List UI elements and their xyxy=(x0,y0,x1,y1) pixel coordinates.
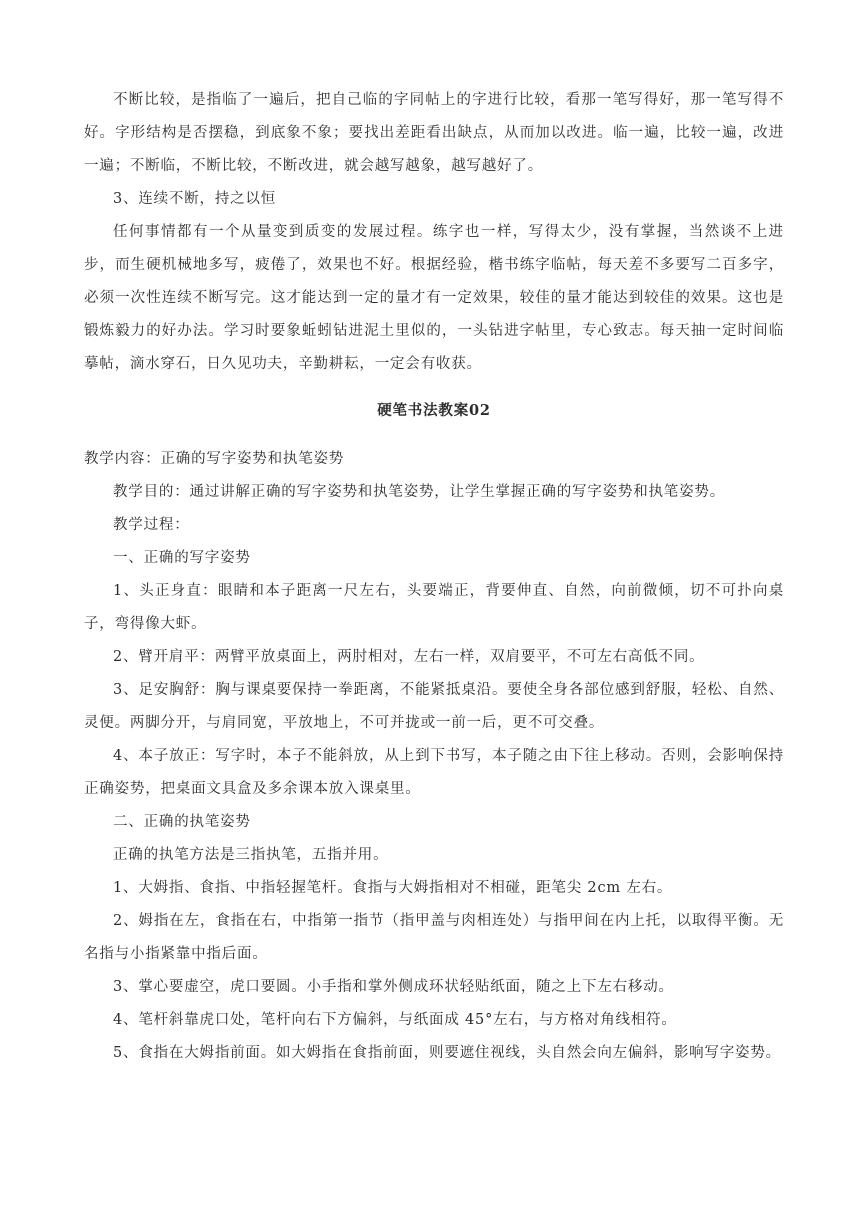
section2-heading: 二、正确的执笔姿势 xyxy=(113,814,251,830)
teaching-content: 教学内容：正确的写字姿势和执笔姿势 xyxy=(84,451,345,467)
section1-item-1: 1、头正身直：眼睛和本子距离一尺左右，头要端正，背要伸直、自然，向前微倾，切不可扑向桌子，弯得像大虾。 xyxy=(84,583,784,632)
section2-item-5: 5、食指在大姆指前面。如大姆指在食指前面，则要遮住视线，头自然会向左偏斜，影响写字姿势。 xyxy=(113,1045,781,1061)
paragraph-compare: 不断比较，是指临了一遍后，把自己临的字同帖上的字进行比较，看那一笔写得好，那一笔写得不好。字形结构是否摆稳，到底象不象；要找出差距看出缺点，从而加以改进。临一遍，比较一遍，改进一遍；不断临，不断比较，不断改进，就会越写越象，越写越好了。 xyxy=(84,92,784,174)
lesson-title: 硬笔书法教案02 xyxy=(377,402,491,419)
section1-item-3: 3、足安胸舒：胸与课桌要保持一拳距离，不能紧抵桌沿。要使全身各部位感到舒服，轻松、自然、灵便。两脚分开，与肩同宽，平放地上，不可并拢或一前一后，更不可交叠。 xyxy=(84,682,784,731)
heading-continuous: 3、连续不断，持之以恒 xyxy=(113,191,277,207)
section1-heading: 一、正确的写字姿势 xyxy=(113,550,251,566)
section2-intro: 正确的执笔方法是三指执笔，五指并用。 xyxy=(113,847,389,863)
section1-item-2: 2、臂开肩平：两臂平放桌面上，两肘相对，左右一样，双肩要平，不可左右高低不同。 xyxy=(113,649,705,665)
section2-item-4: 4、笔杆斜靠虎口处，笔杆向右下方偏斜，与纸面成 45°左右，与方格对角线相符。 xyxy=(113,1012,677,1028)
section2-item-2: 2、姆指在左，食指在右，中指第一指节（指甲盖与肉相连处）与指甲间在内上托，以取得平衡。无名指与小指紧靠中指后面。 xyxy=(84,913,784,962)
teaching-goal: 教学目的：通过讲解正确的写字姿势和执笔姿势，让学生掌握正确的写字姿势和执笔姿势。 xyxy=(113,484,725,500)
document-body xyxy=(84,84,784,1070)
section1-item-4: 4、本子放正：写字时，本子不能斜放，从上到下书写，本子随之由下往上移动。否则，会影响保持正确姿势，把桌面文具盒及多余课本放入课桌里。 xyxy=(84,748,784,797)
section2-item-3: 3、掌心要虚空，虎口要圆。小手指和掌外侧成环状轻贴纸面，随之上下左右移动。 xyxy=(113,979,674,995)
paragraph-continuous: 任何事情都有一个从量变到质变的发展过程。练字也一样，写得太少，没有掌握，当然谈不上进步，而生硬机械地多写，疲倦了，效果也不好。根据经验，楷书练字临帖，每天差不多要写二百多字，必须一次性连续不断写完。这才能达到一定的量才有一定效果，较佳的量才能达到较佳的效果。这也是锻炼毅力的好办法。学习时要象蚯蚓钻进泥土里似的，一头钻进字帖里，专心致志。每天抽一定时间临摹帖，滴水穿石，日久见功夫，辛勤耕耘，一定会有收获。 xyxy=(84,224,784,372)
section2-item-1: 1、大姆指、食指、中指轻握笔杆。食指与大姆指相对不相碰，距笔尖 2cm 左右。 xyxy=(113,880,673,896)
teaching-process: 教学过程： xyxy=(113,517,190,533)
